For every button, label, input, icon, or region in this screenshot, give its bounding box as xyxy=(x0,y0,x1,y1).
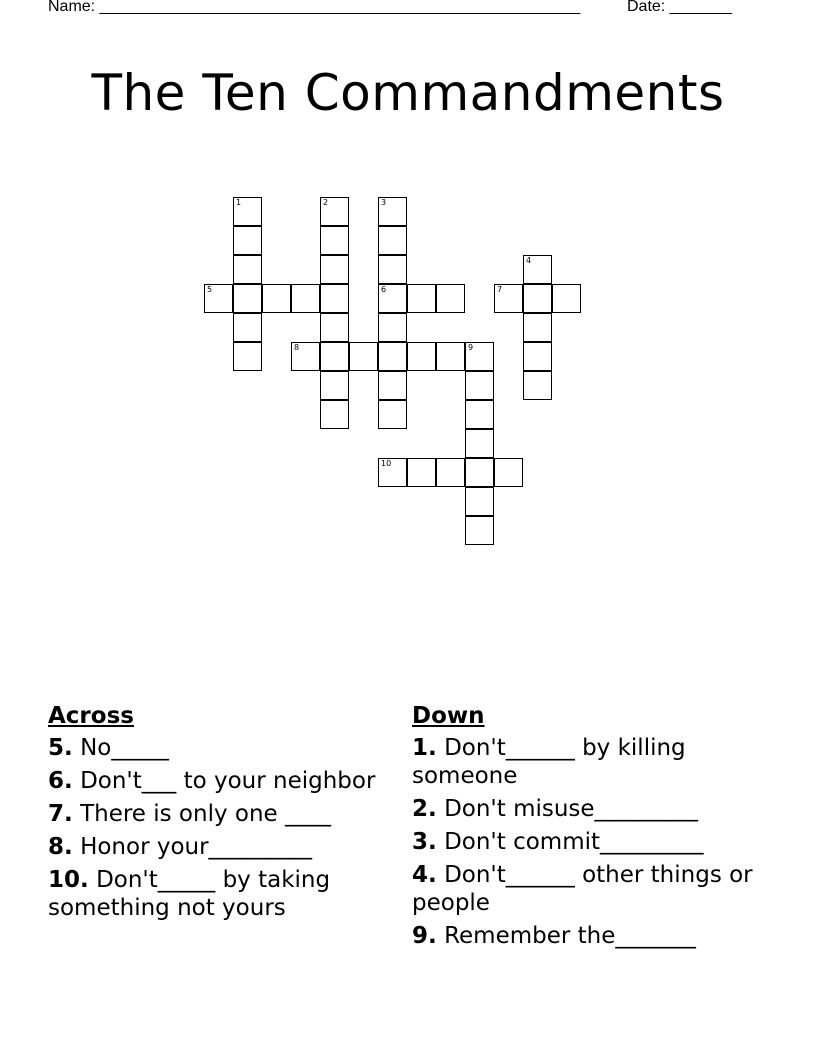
clue-down-2 xyxy=(412,795,762,823)
clue-text: Remember the_______ xyxy=(444,923,696,949)
grid-cell[interactable] xyxy=(320,313,349,342)
clue-text: No_____ xyxy=(80,735,169,761)
clue-text: Don't_____ by taking something not yours xyxy=(48,867,331,921)
clue-number: 6. xyxy=(48,768,73,794)
grid-cell[interactable] xyxy=(465,429,494,458)
grid-cell[interactable] xyxy=(378,342,407,371)
across-clues xyxy=(48,702,388,927)
down-heading: Down xyxy=(412,703,485,729)
grid-cell[interactable] xyxy=(523,342,552,371)
clue-down-1 xyxy=(412,734,762,790)
across-heading: Across xyxy=(48,703,134,729)
clue-across-7 xyxy=(48,800,388,828)
grid-cell[interactable] xyxy=(291,284,320,313)
grid-cell[interactable] xyxy=(523,371,552,400)
clue-number: 2. xyxy=(412,796,437,822)
date-field-line: Date: _______ xyxy=(627,0,732,15)
grid-cell[interactable] xyxy=(320,284,349,313)
clue-number: 5. xyxy=(48,735,73,761)
grid-cell[interactable] xyxy=(465,516,494,545)
clue-text: There is only one ____ xyxy=(80,801,332,827)
grid-cell[interactable] xyxy=(262,284,291,313)
grid-cell[interactable] xyxy=(523,284,552,313)
grid-cell[interactable] xyxy=(378,458,407,487)
grid-cell[interactable] xyxy=(407,342,436,371)
grid-cell[interactable] xyxy=(436,458,465,487)
grid-cell[interactable] xyxy=(320,197,349,226)
grid-cell[interactable] xyxy=(378,371,407,400)
grid-cell[interactable] xyxy=(320,371,349,400)
grid-cell[interactable] xyxy=(233,313,262,342)
grid-cell[interactable] xyxy=(378,255,407,284)
grid-cell[interactable] xyxy=(320,400,349,429)
clue-text: Honor your_________ xyxy=(80,834,313,860)
grid-cell[interactable] xyxy=(320,226,349,255)
grid-cell[interactable] xyxy=(465,400,494,429)
grid-cell[interactable] xyxy=(552,284,581,313)
clue-number: 1. xyxy=(412,735,437,761)
name-field-line: Name: ______________________________________________________ xyxy=(48,0,581,15)
cell-number: 5 xyxy=(207,285,213,294)
grid-cell[interactable] xyxy=(378,284,407,313)
down-clues xyxy=(412,702,762,955)
cell-number: 7 xyxy=(497,285,503,294)
clue-number: 10. xyxy=(48,867,89,893)
grid-cell[interactable] xyxy=(378,313,407,342)
grid-cell[interactable] xyxy=(233,255,262,284)
grid-cell[interactable] xyxy=(494,284,523,313)
grid-cell[interactable] xyxy=(233,226,262,255)
grid-cell[interactable] xyxy=(349,342,378,371)
clue-across-5 xyxy=(48,734,388,762)
cell-number: 1 xyxy=(236,198,242,207)
cell-number: 6 xyxy=(381,285,387,294)
cell-number: 9 xyxy=(468,343,474,352)
grid-cell[interactable] xyxy=(378,197,407,226)
grid-cell[interactable] xyxy=(465,342,494,371)
cell-number: 10 xyxy=(381,459,392,468)
cell-number: 3 xyxy=(381,198,387,207)
clue-down-4 xyxy=(412,861,762,917)
page-title: The Ten Commandments xyxy=(91,63,725,122)
grid-cell[interactable] xyxy=(465,487,494,516)
grid-cell[interactable] xyxy=(204,284,233,313)
cell-number: 2 xyxy=(323,198,329,207)
clue-number: 7. xyxy=(48,801,73,827)
grid-cell[interactable] xyxy=(523,313,552,342)
clue-down-9 xyxy=(412,922,762,950)
grid-cell[interactable] xyxy=(378,226,407,255)
grid-cell[interactable] xyxy=(320,255,349,284)
clue-across-6 xyxy=(48,767,388,795)
clue-text: Don't___ to your neighbor xyxy=(80,768,376,794)
clue-across-8 xyxy=(48,833,388,861)
clue-down-3 xyxy=(412,828,762,856)
grid-cell[interactable] xyxy=(436,284,465,313)
clue-text: Don't______ other things or people xyxy=(412,862,753,916)
clue-number: 4. xyxy=(412,862,437,888)
grid-cell[interactable] xyxy=(320,342,349,371)
grid-cell[interactable] xyxy=(494,458,523,487)
grid-cell[interactable] xyxy=(523,255,552,284)
clue-number: 3. xyxy=(412,829,437,855)
clue-text: Don't______ by killing someone xyxy=(412,735,686,789)
clue-number: 9. xyxy=(412,923,437,949)
grid-cell[interactable] xyxy=(233,197,262,226)
grid-cell[interactable] xyxy=(407,284,436,313)
grid-cell[interactable] xyxy=(407,458,436,487)
grid-cell[interactable] xyxy=(291,342,320,371)
clue-text: Don't misuse_________ xyxy=(444,796,699,822)
grid-cell[interactable] xyxy=(378,400,407,429)
grid-cell[interactable] xyxy=(465,371,494,400)
clue-text: Don't commit_________ xyxy=(444,829,704,855)
cell-number: 8 xyxy=(294,343,300,352)
grid-cell[interactable] xyxy=(465,458,494,487)
grid-cell[interactable] xyxy=(233,284,262,313)
clue-number: 8. xyxy=(48,834,73,860)
clue-across-10 xyxy=(48,866,388,922)
cell-number: 4 xyxy=(526,256,532,265)
grid-cell[interactable] xyxy=(436,342,465,371)
grid-cell[interactable] xyxy=(233,342,262,371)
